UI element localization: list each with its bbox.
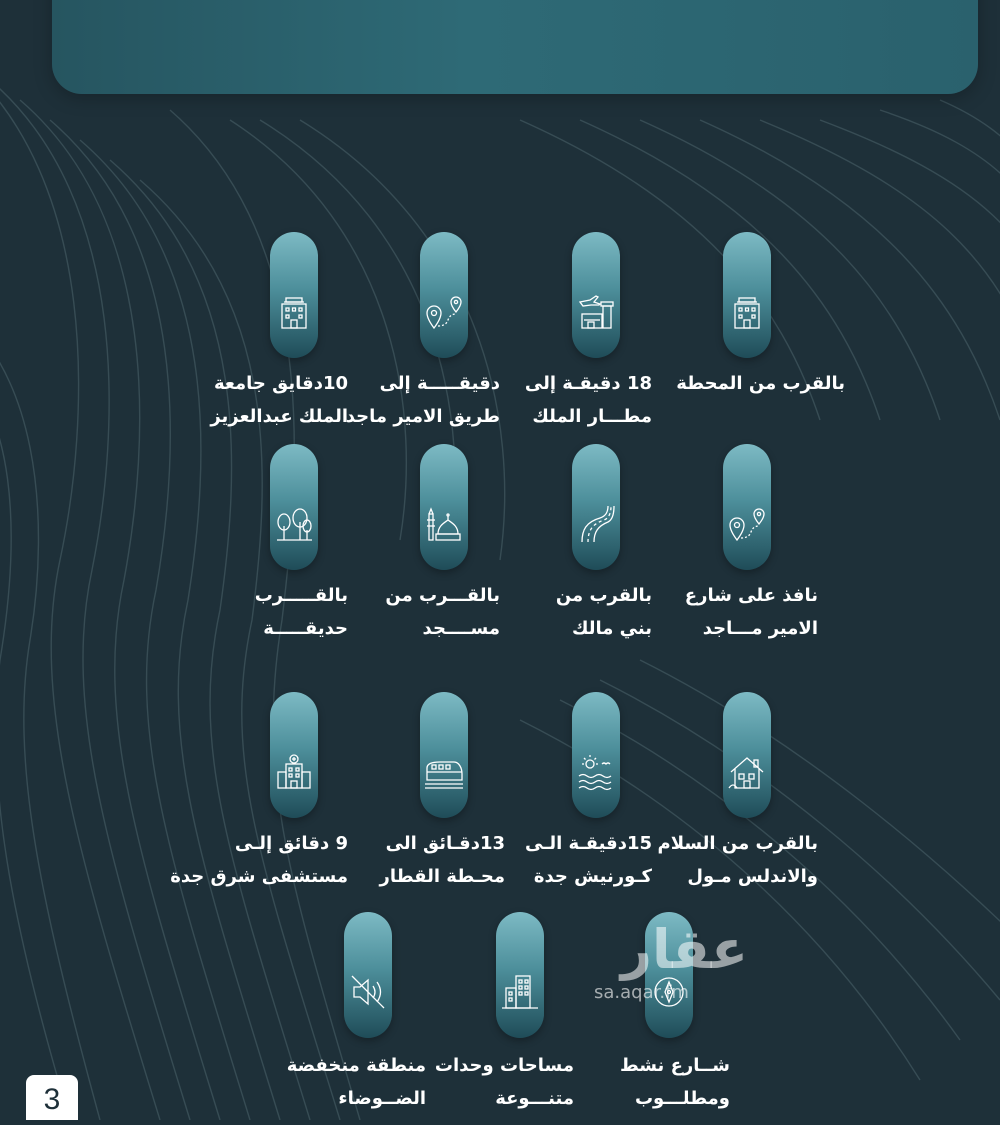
sea-sun-icon	[576, 752, 616, 792]
feature-pill	[723, 232, 771, 358]
buildings-icon	[500, 972, 540, 1012]
feature-pill	[572, 232, 620, 358]
feature-mosque	[330, 444, 500, 654]
feature-label: نافذ على شارع الامير مـــاجد	[684, 585, 818, 639]
watermark-url: sa.aqar.fm	[594, 982, 689, 1003]
feature-label: 13دقـائق الى محـطة القطار	[379, 833, 505, 887]
feature-salam-andalus-mall	[648, 692, 818, 902]
feature-pill	[723, 692, 771, 818]
feature-pill	[496, 912, 544, 1038]
page-number: 3	[26, 1075, 78, 1120]
feature-label: بالقـــــرب حديقـــــة	[254, 585, 348, 639]
feature-label: 9 دقائق إلـى مستشفى شرق جدة	[170, 833, 348, 887]
feature-label: 10دقايق جامعة الملك عبدالعزيز	[210, 373, 348, 427]
feature-pill	[572, 444, 620, 570]
building-icon	[274, 292, 314, 332]
feature-pill	[723, 444, 771, 570]
feature-label: مساحات وحدات متنـــوعة	[434, 1055, 574, 1109]
feature-park	[178, 444, 348, 654]
mute-speaker-icon	[348, 972, 388, 1012]
feature-varied-units	[404, 912, 574, 1120]
feature-pill	[270, 692, 318, 818]
feature-label: منطقة منخفضة الضــوضاء	[286, 1055, 426, 1109]
feature-label: بالقرب من السلام والاندلس مـول	[657, 833, 818, 887]
mosque-icon	[424, 504, 464, 544]
feature-pill	[572, 692, 620, 818]
hospital-icon	[274, 752, 314, 792]
feature-label: دقيقـــــة إلى طريق الامير ماجد	[345, 373, 500, 427]
feature-pill	[420, 444, 468, 570]
feature-label: بالقرب من بني مالك	[555, 585, 652, 639]
house-icon	[727, 752, 767, 792]
feature-king-abdulaziz-university	[178, 232, 348, 432]
feature-jeddah-corniche	[482, 692, 652, 902]
feature-east-jeddah-hospital	[170, 692, 348, 902]
feature-label: بالقرب من المحطة	[676, 373, 845, 394]
feature-label: 18 دقيقـة إلى مطـــار الملك	[524, 373, 652, 427]
feature-pill	[344, 912, 392, 1038]
route-pin-icon	[727, 504, 767, 544]
route-pin-icon	[424, 292, 464, 332]
feature-prince-majed-road	[330, 232, 500, 432]
feature-prince-majed-street	[648, 444, 818, 654]
feature-train-station	[335, 692, 505, 902]
feature-pill	[270, 444, 318, 570]
top-banner	[52, 0, 978, 94]
feature-airport	[482, 232, 652, 432]
feature-near-station	[675, 232, 845, 432]
watermark-brand: عقار	[620, 918, 748, 981]
feature-bani-malik	[482, 444, 652, 654]
aqar-watermark	[588, 920, 748, 1020]
feature-label: شــارع نشط ومطلـــوب	[619, 1055, 730, 1109]
feature-pill	[420, 692, 468, 818]
road-icon	[576, 504, 616, 544]
airport-icon	[576, 292, 616, 332]
train-icon	[424, 752, 464, 792]
building-icon	[727, 292, 767, 332]
feature-pill	[270, 232, 318, 358]
feature-pill	[420, 232, 468, 358]
feature-label: بالقـــرب من مســــجد	[385, 585, 500, 639]
feature-low-noise	[256, 912, 426, 1120]
feature-label: 15دقيقـة الـى كـورنيش جدة	[524, 833, 652, 887]
trees-icon	[274, 504, 314, 544]
